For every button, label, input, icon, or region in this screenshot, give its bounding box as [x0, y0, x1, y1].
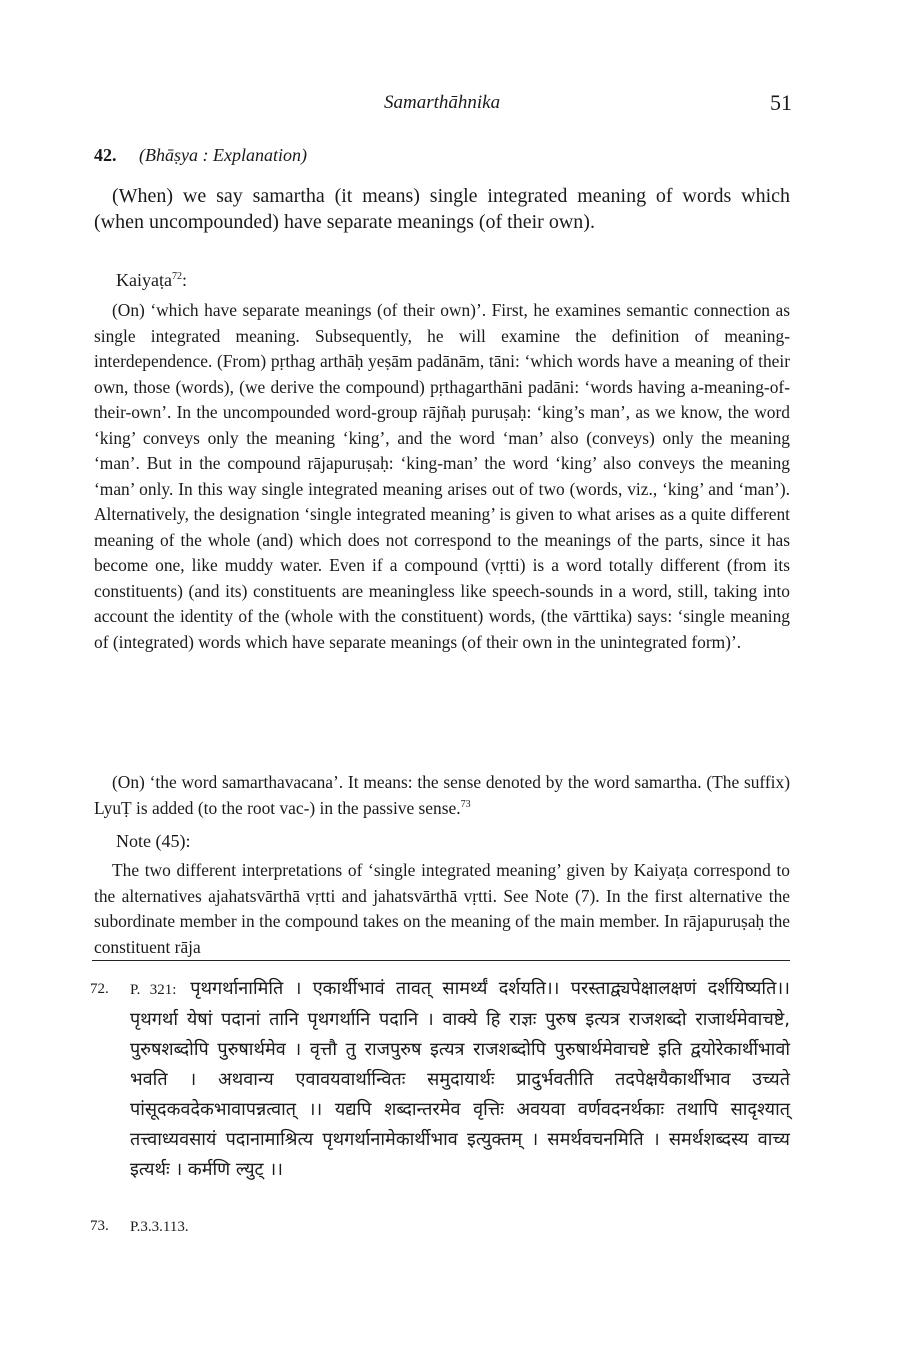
footnote-sanskrit-text: पृथगर्थानामिति । एकार्थीभावं तावत् सामर्थ्यं दर्शयति।। परस्ताद्व्यपेक्षालक्षणं दर्शयिष्यति।। पृथगर्था येषां पदानां तानि पृथगर्थानि पदानि । वाक्ये हि राज्ञः पुरुष इत्यत्र राजशब्दो राजार्थमेवाचष्टे, पुरुषशब्दोपि पुरुषार्थमेव । वृत्तौ तु राजपुरुष इत्यत्र राजशब्दोपि पुरुषार्थमेवाचष्टे इति द्वयोरेकार्थीभावो भवति । अथवान्य एवावयवार्थान्वितः समुदायार्थः प्रादुर्भवतीति तदपेक्षयैकार्थीभाव उच्यते पांसूदकवदेकभावापन्नत्वात् ।। यद्यपि शब्दान्तरमेव वृत्तिः अवयवा वर्णवदनर्थकाः तथापि सादृश्यात् तत्त्वाध्यवसायं पदानामाश्रित्य पृथगर्थानामेकार्थीभाव इत्युक्तम् । समर्थवचनमिति । समर्थशब्दस्य वाच्य इत्यर्थः । कर्मणि ल्युट् ।।: [130, 978, 790, 1180]
footnote-number: 73.: [90, 1218, 109, 1234]
footnote-ref-72: 72: [171, 271, 182, 282]
section-number: 42.: [94, 145, 117, 165]
kaiyata-text: (On) ‘which have separate meanings (of their own)’. First, he examines semantic connection as single integrated meaning. Subsequently, he will examine the definition of meaning-interdependence. (From) pṛthag arthāḥ yeṣām padānām, tāni: ‘which words have a meaning of their own, those (words), (we derive the compound) pṛthagarthāni padāni: ‘words having a-meaning-of-their-own’. In the uncompounded word-group rājñaḥ puruṣaḥ: ‘king’s man’, as we know, the word ‘king’ conveys only the meaning ‘king’, and the word ‘man’ also (conveys) only the meaning ‘man’. But in the compound rājapuruṣaḥ: ‘king-man’ the word ‘king’ also conveys the meaning ‘man’ only. In this way single integrated meaning arises out of two (words, viz., ‘king’ and ‘man’). Alternatively, the designation ‘single integrated meaning’ is given to what arises as a quite different meaning of the whole (and) which does not correspond to the meanings of the parts, since it has become one, like muddy water. Even if a compound (vṛtti) is a word totally different (from its constituents) (and its) constituents are meaningless like speech-sounds in a word, still, taking into account the identity of the (whole with the constituent) words, (the vārttika) says: ‘single meaning of (integrated) words which have separate meanings (of their own in the unintegrated form)’.: [94, 300, 790, 652]
note-text: The two different interpretations of ‘single integrated meaning’ given by Kaiyaṭa correspond to the alternatives ajahatsvārthā vṛtti and jahatsvārthā vṛtti. See Note (7). In the first alternative the subordinate member in the compound takes on the meaning of the main member. In rājapuruṣaḥ the constituent rāja: [94, 860, 790, 957]
on-word-paragraph: [94, 770, 790, 821]
running-head: [0, 92, 906, 122]
bhasya-paragraph: [94, 183, 790, 235]
kaiyata-paragraph: [94, 298, 790, 655]
on-word-container: [94, 770, 790, 821]
section-label: (Bhāṣya : Explanation): [139, 145, 307, 165]
footnote-72: [90, 974, 790, 1185]
kaiyata-heading: [116, 270, 812, 291]
kaiyata-heading-colon: :: [181, 270, 187, 290]
bhasya-text: (When) we say samartha (it means) single integrated meaning of words which (when uncompounded) have separate meanings (of their own).: [94, 185, 790, 233]
footnote-divider: [92, 960, 790, 961]
footnote-ref-73: 73: [460, 798, 471, 810]
footnote-73: [90, 1213, 790, 1240]
footnote-source-ref: P. 321:: [130, 982, 177, 998]
page-number: 51: [770, 90, 792, 115]
footnote-body: [130, 974, 790, 1185]
footnote-source-ref: P.3.3.113.: [130, 1219, 189, 1235]
footnote-body: [130, 1213, 790, 1240]
footnote-number: 72.: [90, 981, 109, 997]
running-title: Samarthāhnika: [384, 92, 501, 113]
on-word-text: (On) ‘the word samarthavacana’. It means: the sense denoted by the word samartha. (The suffix) LyuṬ is added (to the root vac-) in the passive sense.: [94, 772, 790, 818]
note-paragraph: [94, 858, 790, 960]
section-heading: [94, 145, 790, 166]
kaiyata-heading-text: Kaiyaṭa: [116, 270, 172, 290]
note-heading: Note (45):: [116, 831, 191, 851]
